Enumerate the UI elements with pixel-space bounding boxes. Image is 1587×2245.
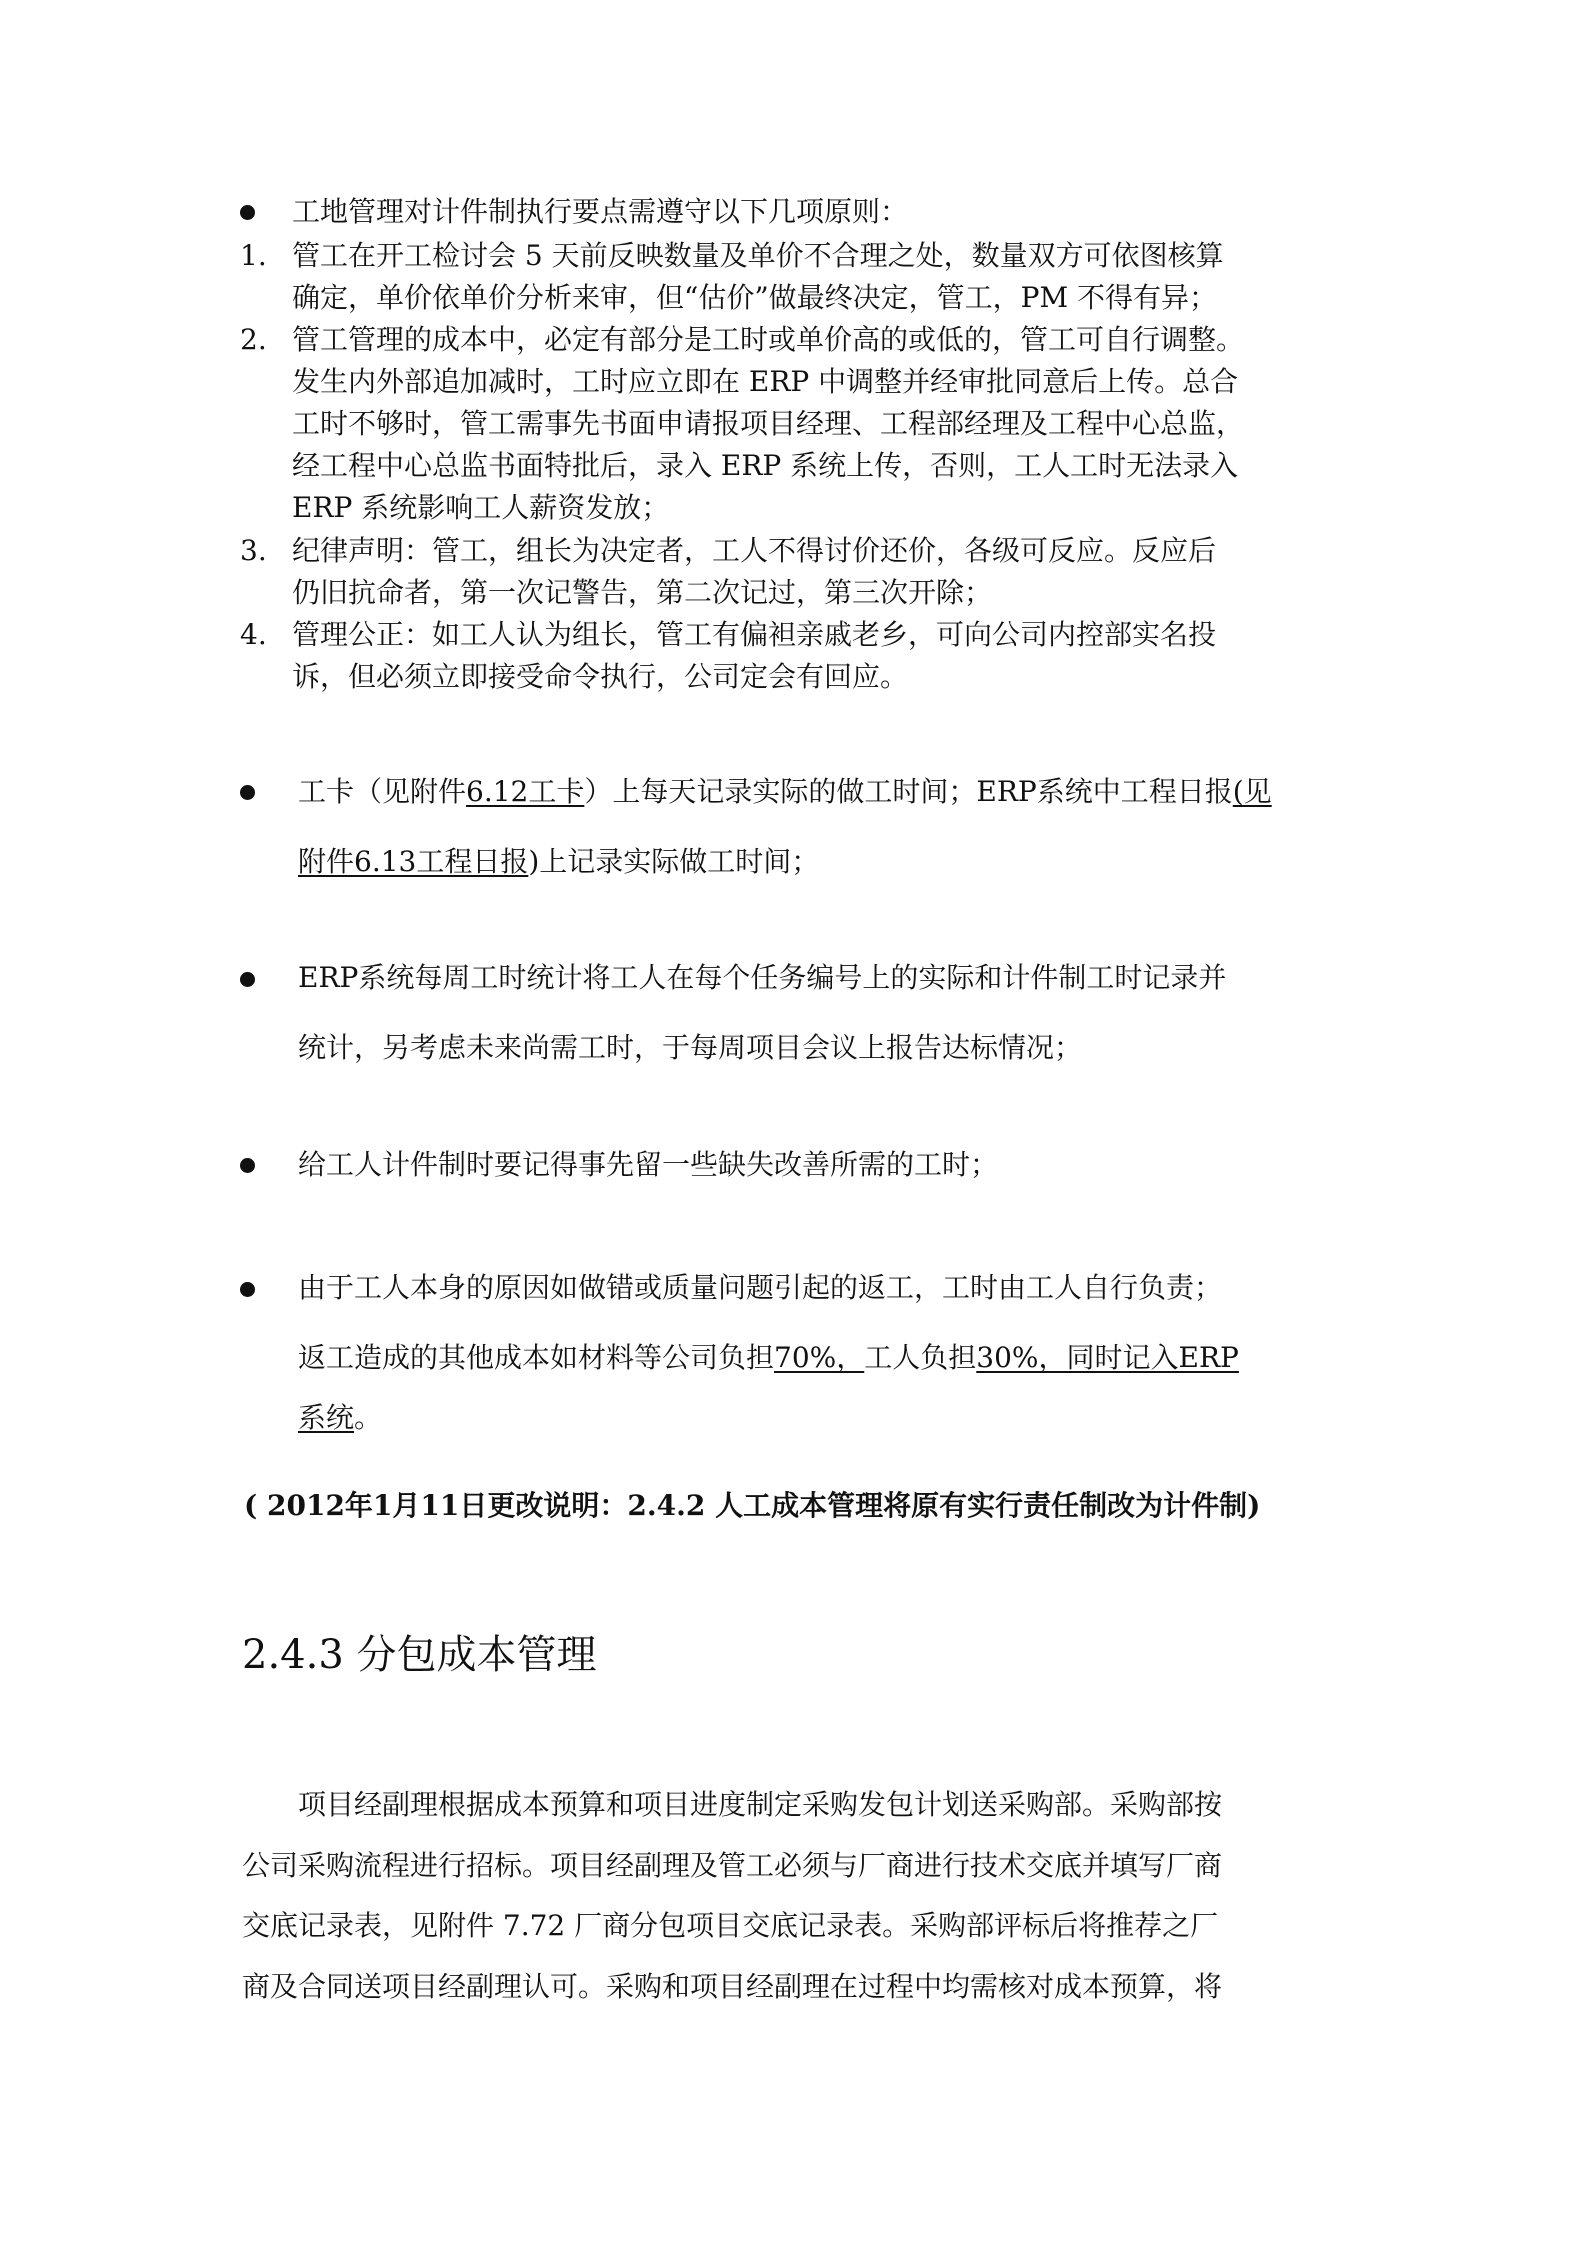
text-run: ）上每天记录实际的做工时间；ERP系统中工程日报 <box>584 775 1233 808</box>
underlined-text: 系统 <box>298 1401 355 1434</box>
item-line: 管工在开工检讨会 5 天前反映数量及单价不合理之处，数量双方可依图核算 <box>292 239 1224 272</box>
item-number: 3. <box>240 534 267 567</box>
rework-line-3 <box>298 1398 382 1438</box>
attachment-link[interactable]: 6.12工卡 <box>466 775 585 808</box>
paragraph-line: 项目经副理根据成本预算和项目进度制定采购发包计划送采购部。采购部按 <box>298 1788 1223 1821</box>
change-note: ( 2012年1月11日更改说明：2.4.2 人工成本管理将原有实行责任制改为计件制) <box>244 1489 1261 1522</box>
item-line: ERP 系统影响工人薪资发放； <box>292 491 670 524</box>
text-run: 。 <box>354 1401 383 1434</box>
attachment-link[interactable]: (见 <box>1232 775 1272 808</box>
bullet-dot <box>240 1282 255 1297</box>
item-line: 诉，但必须立即接受命令执行，公司定会有回应。 <box>292 660 909 693</box>
underlined-text: 30%，同时记入ERP <box>976 1341 1239 1374</box>
bullet-dot <box>240 1158 255 1173</box>
bullet-dot <box>240 785 255 800</box>
item-line: 经工程中心总监书面特批后，录入 ERP 系统上传，否则，工人工时无法录入 <box>292 449 1239 482</box>
paragraph-line: 商及合同送项目经副理认可。采购和项目经副理在过程中均需核对成本预算，将 <box>242 1970 1223 2003</box>
item-number: 1. <box>240 239 267 272</box>
paragraph-line: 公司采购流程进行招标。项目经副理及管工必须与厂商进行技术交底并填写厂商 <box>242 1849 1223 1882</box>
attachment-link[interactable]: 附件6.13工程日报 <box>298 845 529 878</box>
reserve-line: 给工人计件制时要记得事先留一些缺失改善所需的工时； <box>298 1148 999 1181</box>
section-heading: 2.4.3 分包成本管理 <box>242 1632 597 1678</box>
workcard-line-1 <box>298 772 1272 812</box>
text-run: 工卡（见附件 <box>298 775 467 808</box>
paragraph-line: 交底记录表，见附件 7.72 厂商分包项目交底记录表。采购部评标后将推荐之厂 <box>242 1909 1219 1942</box>
text-run: 返工造成的其他成本如材料等公司负担 <box>298 1341 775 1374</box>
workcard-line-2 <box>298 842 819 882</box>
item-line: 仍旧抗命者，第一次记警告，第二次记过，第三次开除； <box>292 576 993 609</box>
rework-line-1: 由于工人本身的原因如做错或质量问题引起的返工，工时由工人自行负责； <box>298 1271 1223 1304</box>
item-line: 管理公正：如工人认为组长，管工有偏袒亲戚老乡，可向公司内控部实名投 <box>292 618 1217 651</box>
erp-line-1: ERP系统每周工时统计将工人在每个任务编号上的实际和计件制工时记录并 <box>298 961 1227 994</box>
item-line: 发生内外部追加减时，工时应立即在 ERP 中调整并经审批同意后上传。总合 <box>292 365 1239 398</box>
text-run: 工人负担 <box>864 1341 977 1374</box>
erp-line-2: 统计，另考虑未来尚需工时，于每周项目会议上报告达标情况； <box>298 1031 1083 1064</box>
text-run: )上记录实际做工时间； <box>528 845 820 878</box>
item-line: 确定，单价依单价分析来审，但“估价”做最终决定，管工，PM 不得有异； <box>292 281 1218 314</box>
item-number: 2. <box>240 323 267 356</box>
bullet-dot <box>240 205 255 220</box>
principles-intro: 工地管理对计件制执行要点需遵守以下几项原则： <box>292 195 909 228</box>
item-number: 4. <box>240 618 267 651</box>
rework-line-2 <box>298 1338 1239 1378</box>
underlined-text: 70%， <box>774 1341 865 1374</box>
item-line: 管工管理的成本中，必定有部分是工时或单价高的或低的，管工可自行调整。 <box>292 323 1245 356</box>
item-line: 纪律声明：管工，组长为决定者，工人不得讨价还价，各级可反应。反应后 <box>292 534 1217 567</box>
item-line: 工时不够时，管工需事先书面申请报项目经理、工程部经理及工程中心总监， <box>292 407 1245 440</box>
bullet-dot <box>240 972 255 987</box>
